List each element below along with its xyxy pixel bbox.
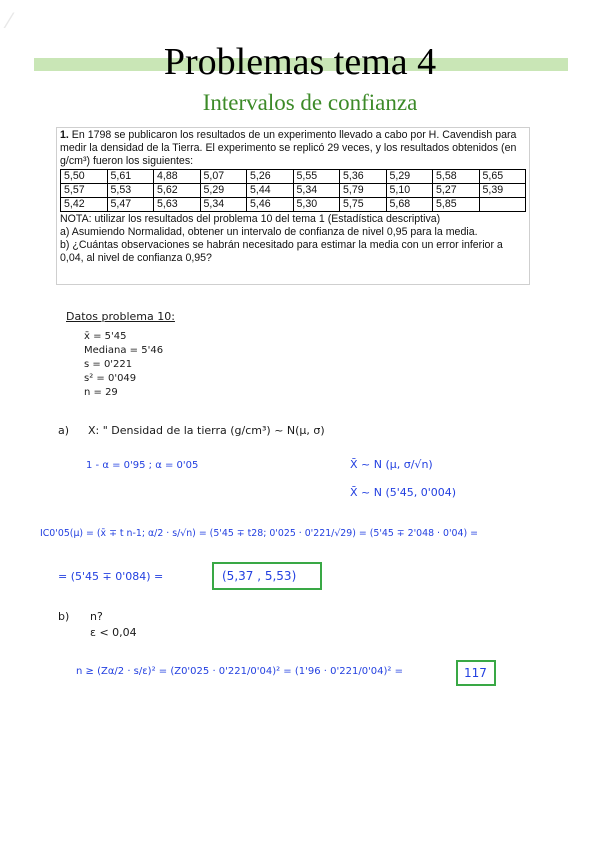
data-table-cell: 5,85	[433, 198, 480, 212]
data-table-cell: 5,68	[386, 198, 433, 212]
data-table-cell	[479, 198, 526, 212]
page-subtitle: Intervalos de confianza	[202, 90, 418, 115]
data-table-cell: 5,50	[61, 170, 108, 184]
ic-formula-line: IC0'05(μ) = (x̄ ∓ t n-1; α/2 · s/√n) = (5'45 ∓ t28; 0'025 · 0'221/√29) = (5'45 ∓ 2'048 · 0'04) =	[40, 528, 478, 539]
data-table	[60, 169, 526, 212]
data-table-cell: 5,75	[340, 198, 387, 212]
alpha-line: 1 - α = 0'95 ; α = 0'05	[86, 460, 199, 471]
data-table-cell: 5,58	[433, 170, 480, 184]
data-table-cell: 5,55	[293, 170, 340, 184]
data-table-cell: 5,46	[247, 198, 294, 212]
problem-statement-box	[56, 127, 530, 285]
data-table-cell: 5,34	[293, 184, 340, 198]
data-table-cell: 5,44	[247, 184, 294, 198]
page-title: Problemas tema 4	[163, 41, 437, 83]
page-corner-mark: ⁄	[8, 8, 12, 33]
data-table-cell: 5,27	[433, 184, 480, 198]
problem-intro	[60, 129, 526, 168]
part-a-label: a)	[58, 424, 70, 437]
data-table-cell: 5,79	[340, 184, 387, 198]
datos-line: n = 29	[84, 387, 118, 398]
data-table-row	[61, 184, 526, 198]
problem-intro-text: En 1798 se publicaron los resultados de un experimento llevado a cabo por H. Cavendish para medir la densidad de la Tierra. El experimento se replicó 29 veces, y los resultados obtenidos (en g/cm³) fueron los siguientes:	[60, 129, 517, 167]
datos-line: x̄ = 5'45	[84, 331, 127, 342]
ic-result: (5,37 , 5,53)	[222, 569, 297, 583]
datos-list	[84, 330, 163, 400]
datos-line: s² = 0'049	[84, 373, 137, 384]
n-formula-line: n ≥ (Zα/2 · s/ε)² = (Z0'025 · 0'221/0'04)² = (1'96 · 0'221/0'04)² =	[76, 666, 403, 677]
data-table-cell: 5,61	[107, 170, 154, 184]
part-b-label: b)	[58, 610, 70, 623]
data-table-cell: 5,07	[200, 170, 247, 184]
data-table-cell: 5,26	[247, 170, 294, 184]
data-table-cell: 5,42	[61, 198, 108, 212]
data-table-cell: 5,29	[200, 184, 247, 198]
variable-definition: X: " Densidad de la tierra (g/cm³) ~ N(μ, σ)	[88, 424, 325, 437]
data-table-row	[61, 170, 526, 184]
part-b-question: n?	[90, 610, 103, 623]
data-table-row	[61, 198, 526, 212]
data-table-cell: 4,88	[154, 170, 201, 184]
datos-line: s = 0'221	[84, 359, 133, 370]
n-result: 117	[464, 666, 487, 680]
data-table-cell: 5,30	[293, 198, 340, 212]
ic-result-prefix: = (5'45 ∓ 0'084) =	[58, 570, 164, 583]
problem-part-b: b) ¿Cuántas observaciones se habrán necesitado para estimar la media con un error inferior a 0,04, al nivel de confianza 0,95?	[60, 239, 503, 264]
problem-part-a: a) Asumiendo Normalidad, obtener un intervalo de confianza de nivel 0,95 para la media.	[60, 226, 478, 238]
data-table-cell: 5,65	[479, 170, 526, 184]
datos-line: Mediana = 5'46	[84, 345, 164, 356]
problem-number: 1.	[60, 129, 69, 141]
data-table-cell: 5,39	[479, 184, 526, 198]
data-table-cell: 5,47	[107, 198, 154, 212]
data-table-cell: 5,53	[107, 184, 154, 198]
datos-title: Datos problema 10:	[66, 310, 175, 323]
data-table-cell: 5,63	[154, 198, 201, 212]
data-table-cell: 5,62	[154, 184, 201, 198]
data-table-cell: 5,34	[200, 198, 247, 212]
data-table-cell: 5,10	[386, 184, 433, 198]
data-table-cell: 5,57	[61, 184, 108, 198]
distribution-line-1: X̄ ~ N (μ, σ/√n)	[350, 458, 433, 471]
error-bound: ε < 0,04	[90, 626, 137, 639]
distribution-line-2: X̄ ~ N (5'45, 0'004)	[350, 486, 457, 499]
problem-note: NOTA: utilizar los resultados del problema 10 del tema 1 (Estadística descriptiva)	[60, 213, 441, 225]
data-table-cell: 5,29	[386, 170, 433, 184]
data-table-cell: 5,36	[340, 170, 387, 184]
